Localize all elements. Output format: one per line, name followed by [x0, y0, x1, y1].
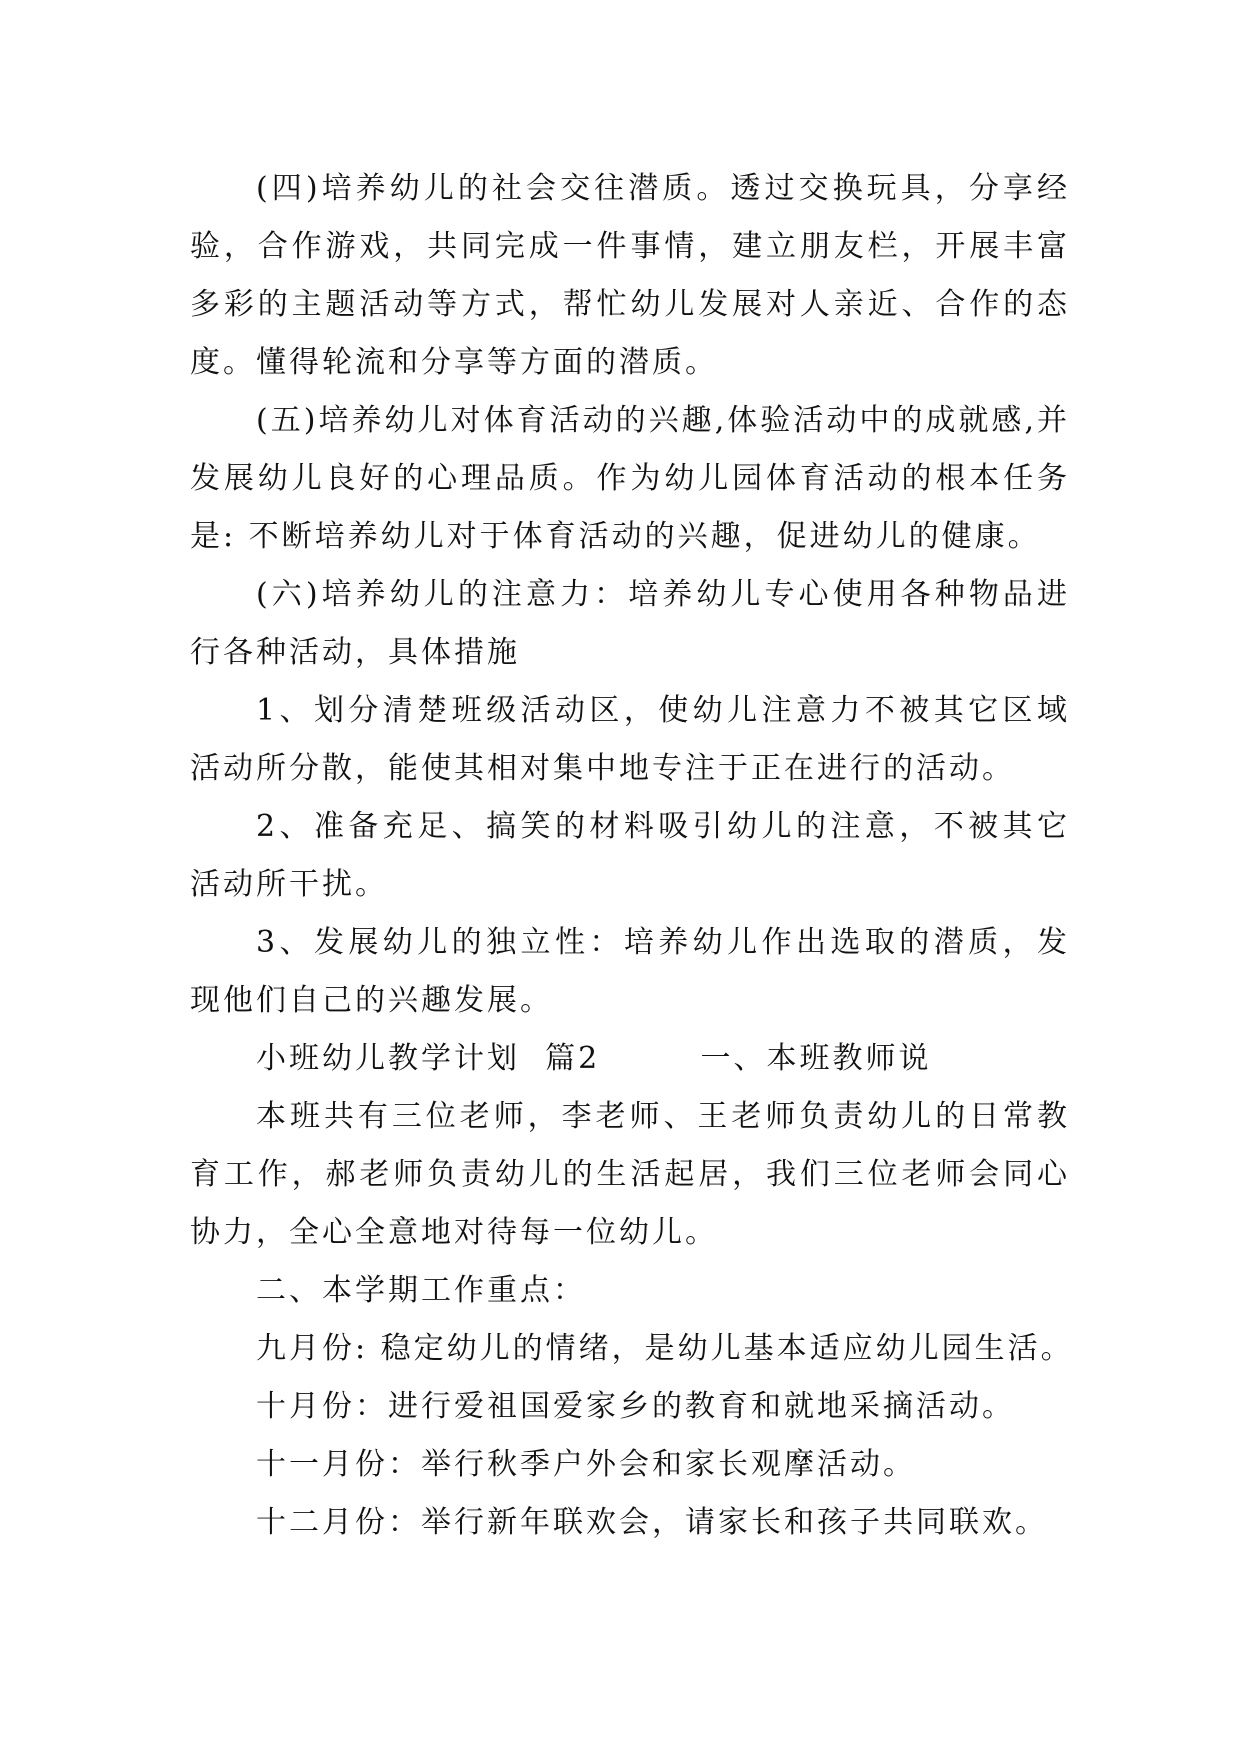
- month-item-november: 十一月份：举行秋季户外会和家长观摩活动。: [256, 1447, 916, 1482]
- section-heading-work-focus: 二、本学期工作重点：: [256, 1273, 586, 1308]
- paragraph-teachers: 本班共有三位老师，李老师、王老师负责幼儿的日常教育工作，郝老师负责幼儿的生活起居，我们三位老师会同心协力，全心全意地对待每一位幼儿。: [190, 1099, 1070, 1250]
- month-item-september: 九月份: 稳定幼儿的情绪，是幼儿基本适应幼儿园生活。: [256, 1331, 1074, 1366]
- paragraph-measure-1: 1、划分清楚班级活动区，使幼儿注意力不被其它区域活动所分散，能使其相对集中地专注于正在进行的活动。: [190, 693, 1070, 786]
- paragraph-measure-3: 3、发展幼儿的独立性：培养幼儿作出选取的潜质，发现他们自己的兴趣发展。: [190, 925, 1070, 1018]
- document-body: [190, 160, 1074, 1552]
- paragraph-attention: (六)培养幼儿的注意力：培养幼儿专心使用各种物品进行各种活动，具体措施: [190, 577, 1070, 670]
- paragraph-social-skills: (四)培养幼儿的社会交往潜质。透过交换玩具，分享经验，合作游戏，共同完成一件事情，建立朋友栏，开展丰富多彩的主题活动等方式，帮忙幼儿发展对人亲近、合作的态度。懂得轮流和分享等方面的潜质。: [190, 171, 1070, 380]
- month-item-december: 十二月份：举行新年联欢会，请家长和孩子共同联欢。: [256, 1505, 1048, 1540]
- paragraph-sports-interest: (五)培养幼儿对体育活动的兴趣,体验活动中的成就感,并发展幼儿良好的心理品质。作为幼儿园体育活动的根本任务是: 不断培养幼儿对于体育活动的兴趣，促进幼儿的健康。: [190, 403, 1070, 554]
- month-item-october: 十月份：进行爱祖国爱家乡的教育和就地采摘活动。: [256, 1389, 1015, 1424]
- paragraph-measure-2: 2、准备充足、搞笑的材料吸引幼儿的注意，不被其它活动所干扰。: [190, 809, 1070, 902]
- section-heading-plan-2: 小班幼儿教学计划 篇2 一、本班教师说: [256, 1041, 932, 1076]
